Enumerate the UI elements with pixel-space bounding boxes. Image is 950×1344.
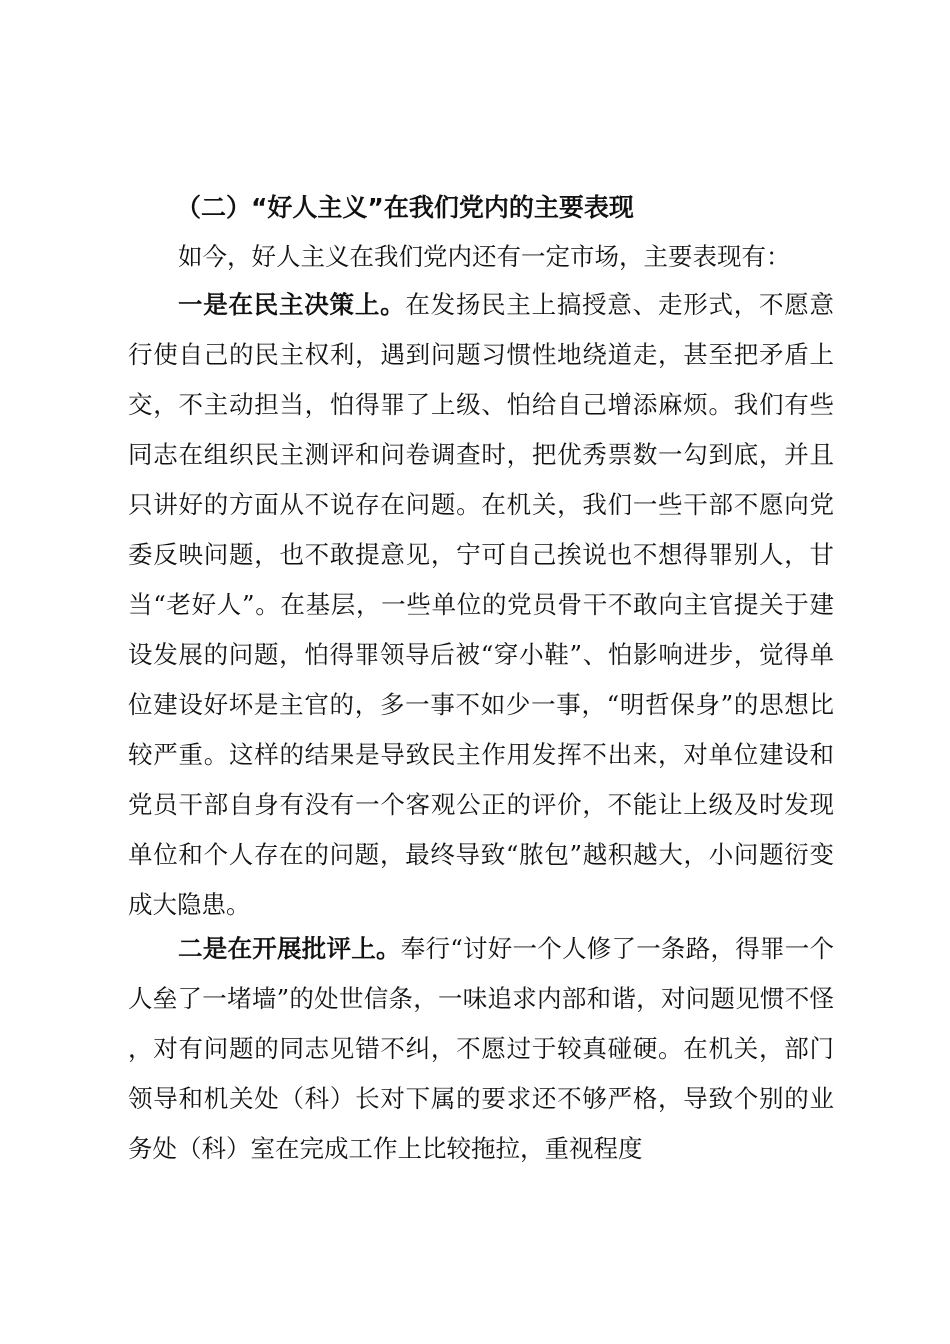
paragraph-body: 奉行“讨好一个人修了一条路，得罪一个人垒了一堵墙”的处世信条，一味追求内部和谐，对问题见惯不怪，对有问题的同志见错不纠，不愿过于较真碰硬。在机关，部门领导和机关处（科）长对下属的要求还不够严格，导致个别的业务处（科）室在完成工作上比较拖拉，重视程度 xyxy=(128,934,835,1163)
paragraph-lead: 一是在民主决策上。 xyxy=(178,290,406,319)
paragraph-lead: 二是在开展批评上。 xyxy=(178,934,401,963)
paragraph-body: 在发扬民主上搞授意、走形式，不愿意行使自己的民主权利，遇到问题习惯性地绕道走，甚至把矛盾上交，不主动担当，怕得罪了上级、怕给自己增添麻烦。我们有些同志在组织民主测评和问卷调查时，把优秀票数一勾到底，并且只讲好的方面从不说存在问题。在机关，我们一些干部不愿向党委反映问题，也不敢提意见，宁可自己挨说也不想得罪别人，甘当“老好人”。在基层，一些单位的党员骨干不敢向主官提关于建设发展的问题，怕得罪领导后被“穿小鞋”、怕影响进步，觉得单位建设好坏是主官的，多一事不如少一事，“明哲保身”的思想比较严重。这样的结果是导致民主作用发挥不出来，对单位建设和党员干部自身有没有一个客观公正的评价，不能让上级及时发现单位和个人存在的问题，最终导致“脓包”越积越大，小问题衍变成大隐患。 xyxy=(128,290,835,919)
section-heading: （二）“好人主义”在我们党内的主要表现 xyxy=(176,193,634,222)
paragraph-democratic-decision xyxy=(128,280,834,930)
intro-paragraph: 如今，好人主义在我们党内还有一定市场，主要表现有： xyxy=(178,242,791,271)
paragraph-criticism xyxy=(128,924,834,1174)
